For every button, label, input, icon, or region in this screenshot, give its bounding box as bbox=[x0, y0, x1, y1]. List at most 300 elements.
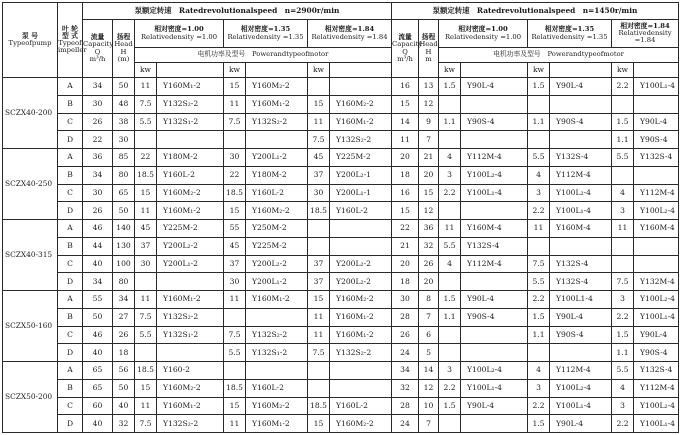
impeller-cell: D bbox=[58, 202, 83, 220]
motor-type-cell: Y132S₂-2 bbox=[157, 415, 224, 433]
capacity-cell: 22 bbox=[392, 220, 419, 238]
table-body bbox=[3, 78, 679, 433]
head-cell: 26 bbox=[113, 326, 135, 344]
power-cell: 37 bbox=[308, 273, 330, 291]
power-cell: 18.5 bbox=[135, 166, 157, 184]
power-cell bbox=[528, 131, 550, 149]
motor-type-cell: Y132S-4 bbox=[550, 255, 612, 273]
power-cell: 2.2 bbox=[528, 291, 550, 309]
motor-type-cell: Y132M-4 bbox=[634, 273, 679, 291]
power-cell: 11 bbox=[308, 326, 330, 344]
motor-type-cell: Y200L₁-1 bbox=[330, 184, 392, 202]
capacity-cell: 16 bbox=[392, 78, 419, 96]
motor-type-cell: Y160L-2 bbox=[246, 379, 308, 397]
head-cell: 65 bbox=[113, 184, 135, 202]
power-cell: 30 bbox=[308, 184, 330, 202]
power-cell: 1.5 bbox=[612, 326, 634, 344]
capacity-cell: 40 bbox=[83, 255, 113, 273]
motor-type-cell: Y90S-4 bbox=[550, 326, 612, 344]
motor-type-cell: Y100L₂-4 bbox=[461, 166, 528, 184]
capacity-cell: 22 bbox=[83, 131, 113, 149]
impeller-cell: B bbox=[58, 95, 83, 113]
impeller-cell: B bbox=[58, 308, 83, 326]
power-cell: 2.2 bbox=[439, 379, 461, 397]
motor-type-cell: Y112M-4 bbox=[461, 255, 528, 273]
power-cell: 30 bbox=[135, 255, 157, 273]
head-cell: 12 bbox=[419, 379, 439, 397]
power-cell: 3 bbox=[439, 166, 461, 184]
motor-type-cell: Y112M-4 bbox=[550, 166, 612, 184]
table-row bbox=[3, 113, 679, 131]
capacity-cell: 55 bbox=[83, 291, 113, 309]
motor-type-cell: Y160M₁-2 bbox=[157, 397, 224, 415]
power-cell: 4 bbox=[612, 379, 634, 397]
motor-type-cell: Y160L-2 bbox=[246, 184, 308, 202]
motor-type-cell: Y90S-4 bbox=[550, 113, 612, 131]
motor-type-cell: Y132S₂-2 bbox=[157, 308, 224, 326]
impeller-cell: A bbox=[58, 149, 83, 167]
motor-type-cell: Y160M₁-2 bbox=[330, 326, 392, 344]
motor-type-cell: Y100L₂-4 bbox=[634, 291, 679, 309]
table-row bbox=[3, 326, 679, 344]
pump-model-cell: SCZX40-250 bbox=[3, 149, 58, 220]
motor-type-cell: Y160M₁-2 bbox=[157, 291, 224, 309]
motor-type-cell bbox=[330, 379, 392, 397]
motor-type-cell: Y90L-4 bbox=[634, 326, 679, 344]
density-100-header: 相对密度=1.00 Relativedensity =1.00 bbox=[135, 20, 224, 48]
head-cell: 18 bbox=[113, 344, 135, 362]
head-cell: 30 bbox=[113, 131, 135, 149]
table-row bbox=[3, 291, 679, 309]
capacity-cell: 46 bbox=[83, 326, 113, 344]
density-100-header-1450: 相对密度=1.00 Relativedensity =1.00 bbox=[439, 20, 528, 48]
table-row bbox=[3, 184, 679, 202]
head-cell: 85 bbox=[113, 149, 135, 167]
motor-type-cell: Y90L-4 bbox=[461, 78, 528, 96]
capacity-cell: 34 bbox=[83, 78, 113, 96]
power-cell bbox=[439, 273, 461, 291]
table-row bbox=[3, 220, 679, 238]
power-cell: 7.5 bbox=[224, 326, 246, 344]
motor-type-cell: Y100L₂-4 bbox=[550, 379, 612, 397]
table-row bbox=[3, 237, 679, 255]
motor-type-cell: Y100L1-4 bbox=[550, 291, 612, 309]
capacity-cell: 44 bbox=[83, 237, 113, 255]
motor-type-cell: Y200L₁-2 bbox=[246, 149, 308, 167]
power-cell: 30 bbox=[224, 273, 246, 291]
density-184-header-1450: 相对密度=1.84 Relativedensity =1.84 bbox=[612, 20, 679, 48]
motor-type-cell bbox=[461, 95, 528, 113]
power-cell bbox=[612, 166, 634, 184]
power-cell: 37 bbox=[308, 255, 330, 273]
power-cell: 7.5 bbox=[224, 113, 246, 131]
density-135-header-1450: 相对密度=1.35 Relativedensity =1.35 bbox=[528, 20, 612, 48]
kw-header: kw bbox=[224, 63, 246, 78]
table-row bbox=[3, 78, 679, 96]
motor-type-cell: Y132S₂-2 bbox=[330, 344, 392, 362]
power-cell: 5.5 bbox=[528, 273, 550, 291]
motor-type-cell bbox=[634, 237, 679, 255]
motor-type-cell: Y90L-4 bbox=[461, 397, 528, 415]
head-cell: 80 bbox=[113, 273, 135, 291]
motor-type-cell bbox=[461, 273, 528, 291]
table-row bbox=[3, 255, 679, 273]
motor-type-cell bbox=[461, 344, 528, 362]
motor-type-cell: Y100L₁-4 bbox=[634, 415, 679, 433]
table-row bbox=[3, 202, 679, 220]
motor-type-cell: Y100L₁-4 bbox=[550, 397, 612, 415]
table-row bbox=[3, 166, 679, 184]
capacity-cell: 26 bbox=[83, 202, 113, 220]
power-cell bbox=[528, 344, 550, 362]
head-cell: 27 bbox=[113, 308, 135, 326]
impeller-cell: C bbox=[58, 255, 83, 273]
motor-type-cell: Y132S-4 bbox=[634, 149, 679, 167]
capacity-cell: 65 bbox=[83, 362, 113, 380]
head-cell: 50 bbox=[113, 379, 135, 397]
power-cell: 18.5 bbox=[135, 362, 157, 380]
motor-type-header bbox=[157, 63, 224, 78]
power-cell: 5.5 bbox=[439, 237, 461, 255]
table-row bbox=[3, 344, 679, 362]
kw-header: kw bbox=[528, 63, 550, 78]
motor-type-header bbox=[461, 63, 528, 78]
power-cell bbox=[308, 237, 330, 255]
impeller-cell: D bbox=[58, 344, 83, 362]
power-cell: 2.2 bbox=[439, 184, 461, 202]
power-cell: 2.2 bbox=[612, 78, 634, 96]
capacity-cell: 40 bbox=[83, 415, 113, 433]
motor-type-cell: Y160M₁-2 bbox=[246, 415, 308, 433]
table-row bbox=[3, 362, 679, 380]
power-cell: 18.5 bbox=[308, 202, 330, 220]
motor-type-cell bbox=[330, 237, 392, 255]
power-cell: 1.1 bbox=[612, 344, 634, 362]
motor-type-cell: Y160M-4 bbox=[461, 220, 528, 238]
impeller-type-header: 叶 轮 型 式 Typeof impeller bbox=[58, 3, 83, 78]
capacity-cell: 34 bbox=[83, 166, 113, 184]
motor-type-cell bbox=[330, 220, 392, 238]
head-cell: 48 bbox=[113, 95, 135, 113]
motor-type-cell: Y160M₂-2 bbox=[246, 78, 308, 96]
capacity-cell: 30 bbox=[392, 291, 419, 309]
head-cell: 20 bbox=[419, 273, 439, 291]
motor-type-cell: Y100L₂-4 bbox=[634, 397, 679, 415]
impeller-cell: D bbox=[58, 131, 83, 149]
power-cell: 37 bbox=[224, 255, 246, 273]
head-cell: 21 bbox=[419, 149, 439, 167]
capacity-cell: 15 bbox=[392, 95, 419, 113]
power-cell: 1.5 bbox=[528, 308, 550, 326]
motor-type-cell: Y180M-2 bbox=[246, 166, 308, 184]
power-cell: 11 bbox=[224, 291, 246, 309]
head-cell: 36 bbox=[419, 220, 439, 238]
power-cell: 55 bbox=[224, 220, 246, 238]
motor-type-cell: Y112M-4 bbox=[550, 362, 612, 380]
power-cell: 11 bbox=[308, 308, 330, 326]
power-cell: 45 bbox=[224, 237, 246, 255]
power-cell: 4 bbox=[612, 184, 634, 202]
power-cell: 5.5 bbox=[224, 344, 246, 362]
motor-type-cell: Y100L₁-4 bbox=[461, 379, 528, 397]
motor-type-cell: Y132S₂-2 bbox=[246, 113, 308, 131]
motor-type-cell bbox=[634, 95, 679, 113]
power-cell: 11 bbox=[439, 220, 461, 238]
capacity-cell: 16 bbox=[392, 184, 419, 202]
kw-header: kw bbox=[612, 63, 634, 78]
head-cell: 50 bbox=[113, 202, 135, 220]
capacity-cell: 65 bbox=[83, 379, 113, 397]
power-cell: 1.1 bbox=[612, 131, 634, 149]
motor-type-cell: Y112M-4 bbox=[634, 379, 679, 397]
power-cell bbox=[439, 202, 461, 220]
impeller-cell: C bbox=[58, 397, 83, 415]
power-cell: 4 bbox=[439, 255, 461, 273]
power-cell: 4 bbox=[528, 362, 550, 380]
kw-header: kw bbox=[439, 63, 461, 78]
table-row bbox=[3, 379, 679, 397]
power-cell bbox=[528, 237, 550, 255]
head-cell: 56 bbox=[113, 362, 135, 380]
motor-type-cell: Y132S₁-2 bbox=[157, 326, 224, 344]
motor-type-cell: Y200L₂-2 bbox=[246, 255, 308, 273]
power-cell: 2.2 bbox=[612, 308, 634, 326]
power-cell: 7.5 bbox=[135, 95, 157, 113]
capacity-cell: 26 bbox=[392, 326, 419, 344]
capacity-cell: 40 bbox=[83, 344, 113, 362]
power-cell bbox=[224, 308, 246, 326]
motor-type-cell: Y160L-2 bbox=[330, 397, 392, 415]
head-header-1450: 扬程 Head H m bbox=[419, 20, 439, 78]
power-cell: 5.5 bbox=[612, 362, 634, 380]
power-cell: 4 bbox=[528, 166, 550, 184]
motor-type-cell: Y100L₂-4 bbox=[550, 184, 612, 202]
motor-type-cell: Y160M₁-2 bbox=[157, 78, 224, 96]
power-cell: 22 bbox=[224, 166, 246, 184]
power-cell bbox=[528, 95, 550, 113]
motor-type-cell: Y160M₂-2 bbox=[157, 184, 224, 202]
head-cell: 32 bbox=[113, 415, 135, 433]
motor-type-cell: Y200L₂-2 bbox=[157, 237, 224, 255]
motor-type-cell: Y112M-4 bbox=[634, 184, 679, 202]
motor-caption-2900: 电机功率及型号 Powerandtypeofmotor bbox=[135, 48, 392, 63]
power-cell: 1.5 bbox=[439, 397, 461, 415]
capacity-cell: 34 bbox=[83, 273, 113, 291]
motor-type-cell: Y160M₁-2 bbox=[157, 202, 224, 220]
power-cell: 2.2 bbox=[612, 415, 634, 433]
motor-type-cell: Y160M₁-2 bbox=[246, 291, 308, 309]
capacity-cell: 60 bbox=[83, 397, 113, 415]
capacity-cell: 15 bbox=[392, 202, 419, 220]
power-cell: 15 bbox=[224, 202, 246, 220]
motor-type-cell: Y90L-4 bbox=[550, 308, 612, 326]
motor-type-cell: Y225M-2 bbox=[330, 149, 392, 167]
power-cell: 7.5 bbox=[528, 255, 550, 273]
power-cell: 3 bbox=[612, 202, 634, 220]
capacity-cell: 28 bbox=[392, 308, 419, 326]
capacity-cell: 32 bbox=[392, 379, 419, 397]
impeller-cell: A bbox=[58, 78, 83, 96]
impeller-cell: D bbox=[58, 273, 83, 291]
motor-type-cell: Y90S-4 bbox=[634, 131, 679, 149]
motor-type-cell: Y132S-4 bbox=[550, 273, 612, 291]
motor-type-cell: Y160-2 bbox=[157, 362, 224, 380]
head-cell: 8 bbox=[419, 291, 439, 309]
head-cell: 32 bbox=[419, 237, 439, 255]
power-cell: 3 bbox=[612, 291, 634, 309]
power-cell bbox=[308, 78, 330, 96]
impeller-cell: B bbox=[58, 379, 83, 397]
power-cell: 7.5 bbox=[308, 344, 330, 362]
pump-type-header: 泵 号 Typeofpump bbox=[3, 3, 58, 78]
power-cell: 11 bbox=[135, 78, 157, 96]
table-row bbox=[3, 308, 679, 326]
head-cell: 100 bbox=[113, 255, 135, 273]
power-cell: 11 bbox=[224, 415, 246, 433]
kw-header: kw bbox=[135, 63, 157, 78]
power-cell: 3 bbox=[528, 184, 550, 202]
power-cell bbox=[224, 131, 246, 149]
motor-type-cell bbox=[330, 362, 392, 380]
head-cell: 38 bbox=[113, 113, 135, 131]
head-cell: 20 bbox=[419, 166, 439, 184]
power-cell bbox=[308, 379, 330, 397]
power-cell: 37 bbox=[135, 237, 157, 255]
power-cell: 18.5 bbox=[224, 184, 246, 202]
pump-model-cell: SCZX40-200 bbox=[3, 78, 58, 149]
motor-type-cell: Y160M₂-2 bbox=[330, 415, 392, 433]
motor-type-cell: Y160L-2 bbox=[330, 202, 392, 220]
motor-type-cell: Y200L₁-2 bbox=[246, 273, 308, 291]
power-cell: 18.5 bbox=[224, 379, 246, 397]
table-row bbox=[3, 149, 679, 167]
motor-type-header bbox=[634, 63, 679, 78]
motor-type-cell: Y90S-4 bbox=[634, 344, 679, 362]
motor-type-cell: Y90L-4 bbox=[634, 113, 679, 131]
table-row bbox=[3, 273, 679, 291]
power-cell: 15 bbox=[308, 291, 330, 309]
head-cell: 80 bbox=[113, 166, 135, 184]
power-cell: 4 bbox=[439, 149, 461, 167]
power-cell: 15 bbox=[224, 78, 246, 96]
head-cell: 40 bbox=[113, 397, 135, 415]
motor-type-cell bbox=[550, 95, 612, 113]
motor-type-cell bbox=[246, 362, 308, 380]
power-cell: 7.5 bbox=[135, 308, 157, 326]
power-cell: 15 bbox=[135, 184, 157, 202]
capacity-cell: 50 bbox=[83, 308, 113, 326]
motor-type-cell: Y160M₁-2 bbox=[246, 95, 308, 113]
capacity-cell: 24 bbox=[392, 344, 419, 362]
motor-type-cell bbox=[461, 326, 528, 344]
motor-type-cell bbox=[634, 166, 679, 184]
motor-type-cell bbox=[157, 344, 224, 362]
power-cell: 30 bbox=[224, 149, 246, 167]
power-cell bbox=[224, 362, 246, 380]
motor-type-cell bbox=[330, 78, 392, 96]
power-cell: 5.5 bbox=[528, 149, 550, 167]
pump-model-cell: SCZX40-315 bbox=[3, 220, 58, 291]
power-cell: 18.5 bbox=[308, 397, 330, 415]
power-cell: 1.1 bbox=[439, 113, 461, 131]
motor-type-cell: Y132S-4 bbox=[634, 362, 679, 380]
impeller-cell: B bbox=[58, 166, 83, 184]
density-135-header: 相对密度=1.35 Relativedensity =1.35 bbox=[224, 20, 308, 48]
motor-type-cell: Y132S-4 bbox=[550, 149, 612, 167]
power-cell: 45 bbox=[135, 220, 157, 238]
power-cell: 3 bbox=[439, 362, 461, 380]
motor-type-cell: Y160M₁-2 bbox=[330, 113, 392, 131]
power-cell bbox=[308, 220, 330, 238]
pump-performance-table bbox=[2, 2, 679, 433]
capacity-cell: 24 bbox=[392, 415, 419, 433]
capacity-cell: 36 bbox=[83, 149, 113, 167]
head-cell: 14 bbox=[419, 362, 439, 380]
capacity-cell: 30 bbox=[83, 95, 113, 113]
capacity-cell: 14 bbox=[392, 113, 419, 131]
impeller-cell: A bbox=[58, 220, 83, 238]
head-cell: 9 bbox=[419, 113, 439, 131]
power-cell: 1.5 bbox=[528, 78, 550, 96]
power-cell: 7.5 bbox=[612, 273, 634, 291]
head-header: 扬程 Head H (m) bbox=[113, 20, 135, 78]
pump-model-cell: SCZX50-200 bbox=[3, 362, 58, 433]
head-cell: 15 bbox=[419, 184, 439, 202]
motor-type-cell: Y160M₂-2 bbox=[246, 397, 308, 415]
power-cell: 11 bbox=[135, 397, 157, 415]
power-cell: 22 bbox=[135, 149, 157, 167]
motor-caption-1450: 电机功率及型号 Powerandtypeofmotor bbox=[439, 48, 679, 63]
capacity-cell: 20 bbox=[392, 149, 419, 167]
motor-type-cell bbox=[157, 273, 224, 291]
head-cell: 12 bbox=[419, 95, 439, 113]
power-cell: 11 bbox=[612, 220, 634, 238]
capacity-cell: 20 bbox=[392, 255, 419, 273]
impeller-cell: A bbox=[58, 291, 83, 309]
impeller-cell: A bbox=[58, 362, 83, 380]
power-cell bbox=[135, 131, 157, 149]
motor-type-cell bbox=[246, 308, 308, 326]
motor-type-cell: Y90S-4 bbox=[461, 308, 528, 326]
table-row bbox=[3, 95, 679, 113]
capacity-header: 流量 Capacity Q m³/h bbox=[83, 20, 113, 78]
power-cell bbox=[439, 326, 461, 344]
power-cell: 15 bbox=[308, 95, 330, 113]
power-cell bbox=[135, 344, 157, 362]
power-cell bbox=[439, 415, 461, 433]
power-cell: 2.2 bbox=[528, 202, 550, 220]
capacity-cell: 30 bbox=[83, 184, 113, 202]
motor-type-cell bbox=[550, 344, 612, 362]
power-cell: 37 bbox=[308, 166, 330, 184]
motor-type-cell: Y225M-2 bbox=[246, 237, 308, 255]
motor-type-cell: Y160M₂-2 bbox=[330, 95, 392, 113]
power-cell: 1.5 bbox=[612, 113, 634, 131]
power-cell bbox=[612, 95, 634, 113]
density-184-header: 相对密度=1.84 Relativedensity =1.84 bbox=[308, 20, 392, 48]
impeller-cell: D bbox=[58, 415, 83, 433]
table-row bbox=[3, 131, 679, 149]
motor-type-cell: Y100L₁-4 bbox=[550, 202, 612, 220]
power-cell: 5.5 bbox=[135, 326, 157, 344]
motor-type-cell bbox=[461, 131, 528, 149]
capacity-cell: 26 bbox=[83, 113, 113, 131]
motor-type-cell: Y90L-4 bbox=[550, 415, 612, 433]
head-cell: 7 bbox=[419, 415, 439, 433]
power-cell bbox=[135, 273, 157, 291]
power-cell: 15 bbox=[135, 379, 157, 397]
motor-type-cell bbox=[550, 237, 612, 255]
